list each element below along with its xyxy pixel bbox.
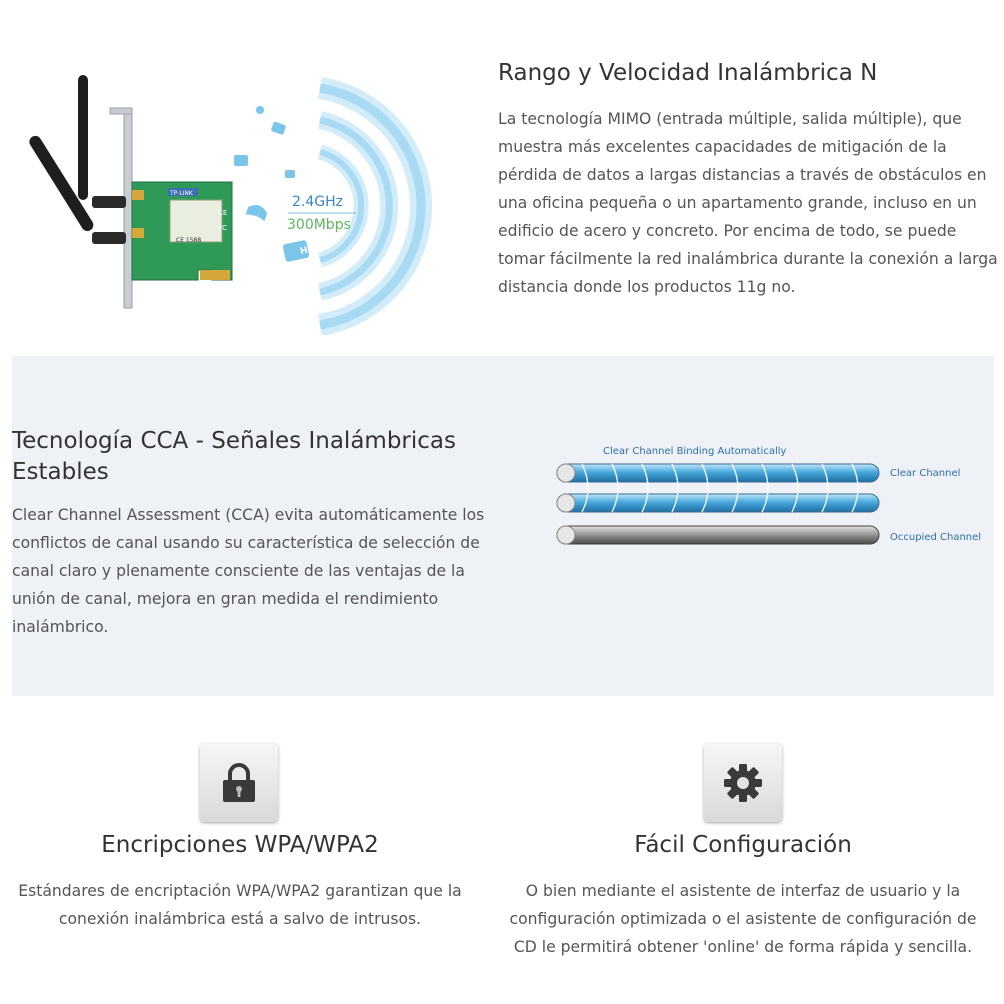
frequency-label: 2.4GHz xyxy=(292,194,343,210)
occupied-channel-tube xyxy=(557,526,879,544)
antennas xyxy=(27,75,126,244)
channel-binding-diagram xyxy=(552,436,992,556)
svg-text:FC: FC xyxy=(218,224,227,232)
gear-icon xyxy=(704,744,782,822)
speed-label: 300Mbps xyxy=(287,217,351,233)
config-feature-description: O bien mediante el asistente de interfaz de usuario y la configuración optimizada o el asistente de configuración de CD le permitirá obtener 'online' de forma rápida y sencilla. xyxy=(509,882,977,956)
wireless-section-title: Rango y Velocidad Inalámbrica N xyxy=(498,60,878,86)
occupied-channel-label: Occupied Channel xyxy=(890,532,982,543)
svg-text:CE: CE xyxy=(218,209,228,217)
clear-channel-tube-2 xyxy=(557,494,879,512)
cca-section-title: Tecnología CCA - Señales Inalámbricas Estables xyxy=(12,428,456,485)
clear-channel-tube-1 xyxy=(557,464,879,482)
wireless-section-description: La tecnología MIMO (entrada múltiple, salida múltiple), que muestra más excelentes capacidades de mitigación de la pérdida de datos a largas distancias a través de obstáculos en una oficina pequeña o un apartamento grande, incluso en un edificio de acero y concreto. Por encima de todo, se puede tomar fácilmente la red inalámbrica durante la conexión a larga distancia donde los productos 11g no. xyxy=(498,110,998,296)
wpa-feature-description: Estándares de encriptación WPA/WPA2 garantizan que la conexión inalámbrica está a salvo de intrusos. xyxy=(18,882,462,928)
hd-label: HD xyxy=(299,244,317,258)
config-feature-title: Fácil Configuración xyxy=(634,832,852,858)
floating-icons xyxy=(234,106,310,262)
card-badge: CE 1588 xyxy=(176,237,202,244)
wireless-card-image xyxy=(20,70,480,335)
pcb-board xyxy=(132,182,232,280)
clear-channel-label: Clear Channel xyxy=(890,468,961,479)
brand-label: TP-LINK xyxy=(170,190,193,197)
binding-label: Clear Channel Binding Automatically xyxy=(603,446,787,457)
cca-section-description: Clear Channel Assessment (CCA) evita automáticamente los conflictos de canal usando su característica de selección de canal claro y plenamente consciente de las ventajas de la unión de canal, mejora en gran medida el rendimiento inalámbrico. xyxy=(12,506,485,636)
wpa-feature-title: Encripciones WPA/WPA2 xyxy=(101,832,379,858)
lock-icon xyxy=(200,744,278,822)
